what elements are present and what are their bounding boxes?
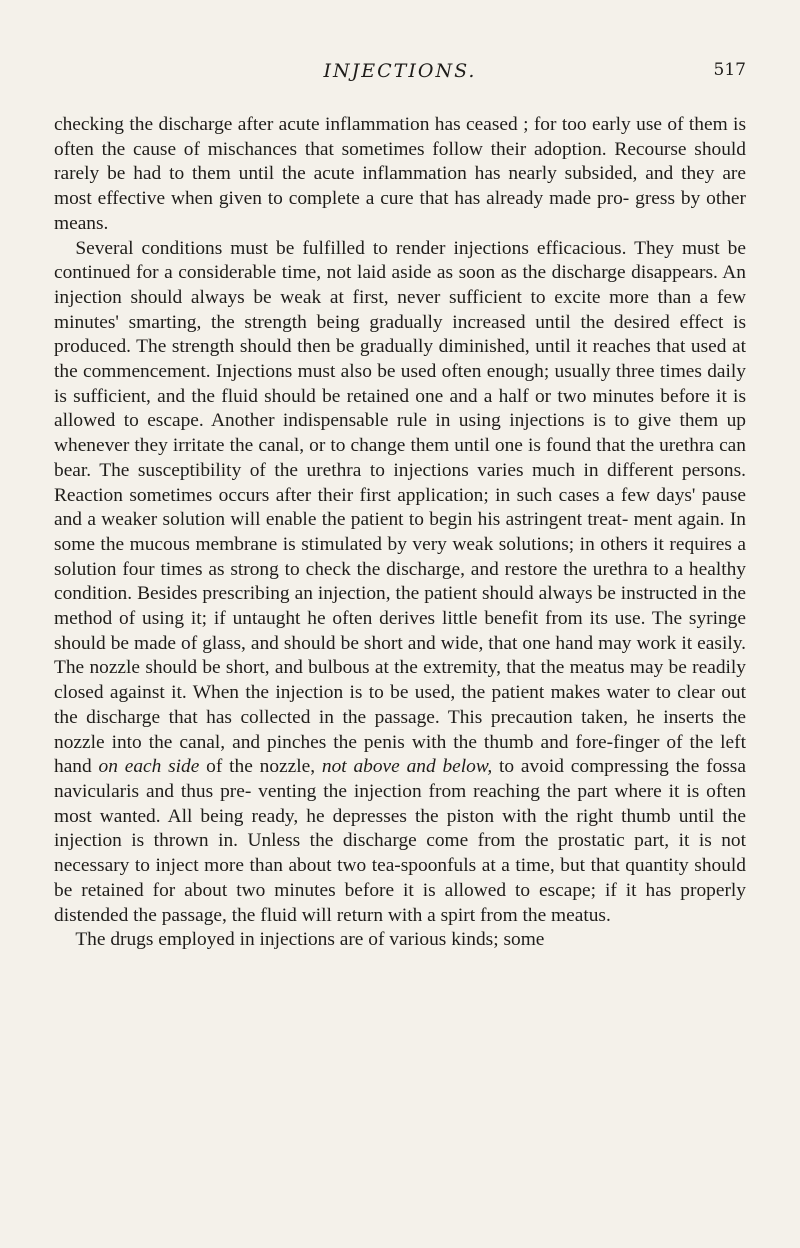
running-head [0,60,800,86]
body-text [54,113,746,953]
paragraph-2-text: Several conditions must be fulfilled to render injections efficacious. They must be continued for a considerable time, not laid aside as soon as the discharge disappears. An injection should always be weak at first, never sufficient to excite more than a few minutes' smarting, the strength being gradually increased until the desired effect is produced. The strength should then be gradually diminished, until it reaches that used at the commencement. Injections must also be used often enough; usually three times daily is sufficient, and the fluid should be retained one and a half or two minutes before it is allowed to escape. Another indispensable rule in using injections is to give them up whenever they irritate the canal, or to change them until one is found that the urethra can bear. The susceptibility of the urethra to injections varies much in different persons. Reaction sometimes occurs after their first application; in such cases a few days' pause and a weaker solution will enable the patient to begin his astringent treat- ment again. In some the mucous membrane is stimulated by very weak solutions; in others it requires a solution four times as strong to check the discharge, and restore the urethra to a healthy condition. Besides prescribing an injection, the patient should always be instructed in the method of using it; if untaught he often derives little benefit from its use. The syringe should be made of glass, and should be short and wide, that one hand may work it easily. The nozzle should be short, and bulbous at the extremity, that the meatus may be readily closed against it. When the injection is to be used, the patient makes water to clear out the discharge that has collected in the passage. This precaution taken, he inserts the nozzle into the canal, and pinches the penis with the thumb and fore-finger of the left hand [54,237,746,778]
paragraph-3: The drugs employed in injections are of various kinds; some [75,929,545,951]
running-title: INJECTIONS. [323,60,477,82]
paragraph-2 [54,237,746,929]
emphasis-not-above-and-below: not above and below, [321,756,493,778]
paragraph-2-mid: of the nozzle, [206,756,316,778]
emphasis-on-each-side: on each side [98,756,200,778]
paragraph-2-end: to avoid compressing the fossa navicularis and thus pre- venting the injection from reaching the part where it is often most wanted. All being ready, he depresses the piston with the right thumb until the injection is thrown in. Unless the discharge come from the prostatic part, it is not necessary to inject more than about two tea-spoonfuls at a time, but that quantity should be retained for about two minutes before it is allowed to escape; if it has properly distended the passage, the fluid will return with a spirt from the meatus. [54,756,746,926]
paragraph-1: checking the discharge after acute inflammation has ceased ; for too early use of them is often the cause of mischances that sometimes follow their adoption. Recourse should rarely be had to them until the acute inflammation has nearly subsided, and they are most effective when given to complete a cure that has already made pro- gress by other means. [54,114,746,234]
page-number: 517 [713,60,746,80]
